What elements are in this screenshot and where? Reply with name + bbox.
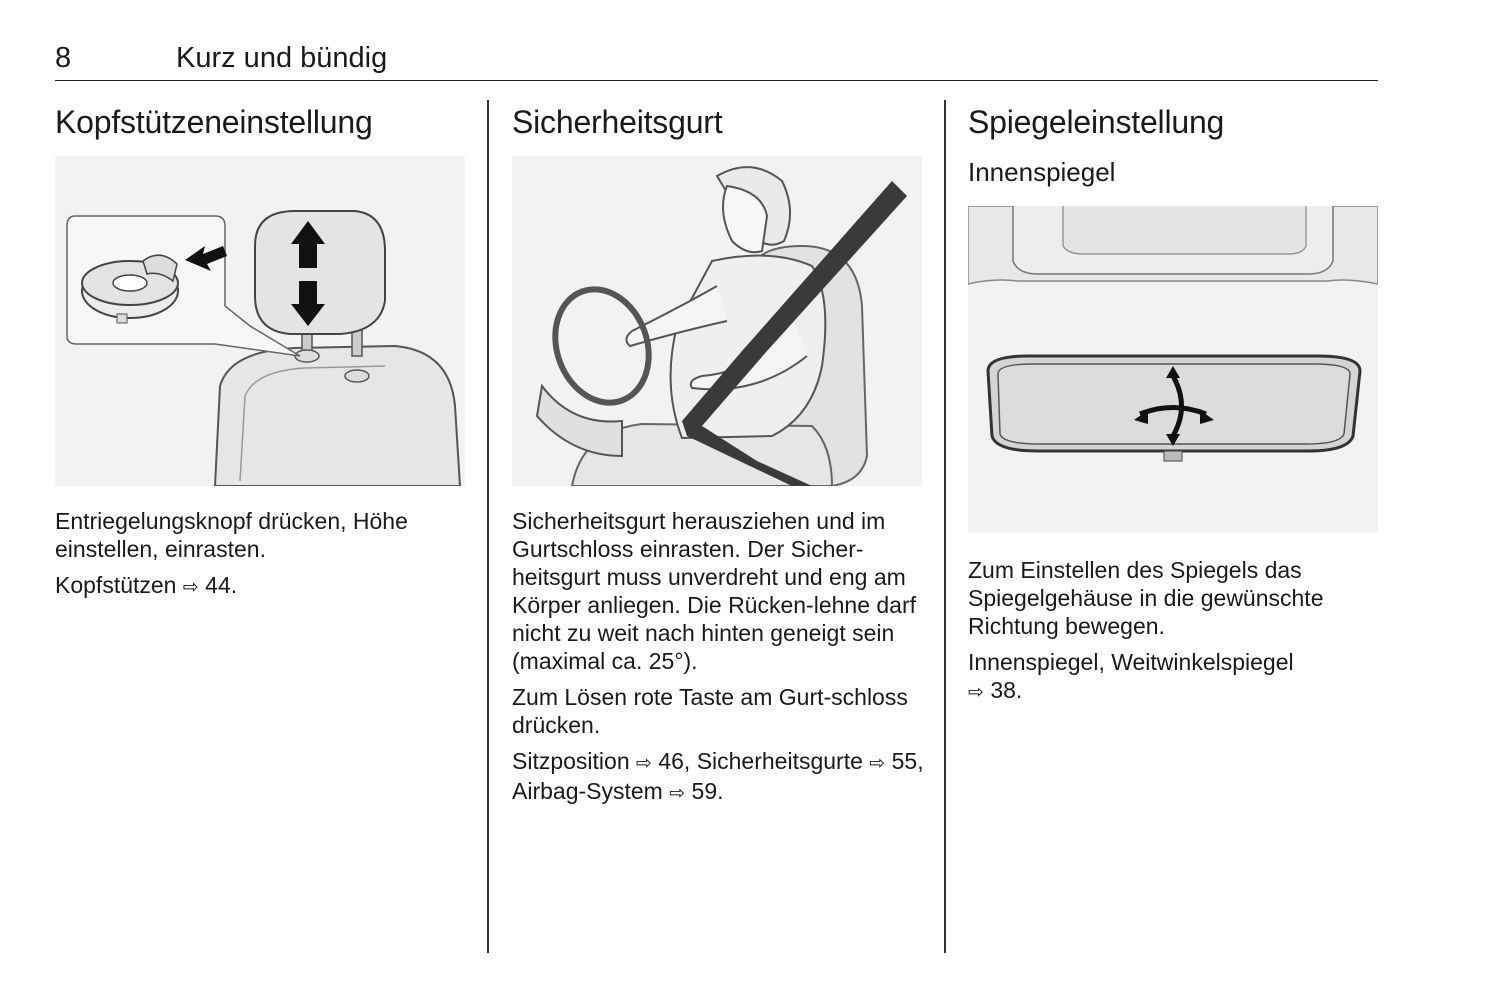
column-divider xyxy=(944,100,946,953)
page-ref-arrow-icon: ⇨ xyxy=(968,681,984,703)
column-divider xyxy=(487,100,489,953)
mirror-title: Spiegeleinstellung xyxy=(968,104,1225,140)
mirror-reference: Innenspiegel, Weitwinkelspiegel ⇨ 38. xyxy=(968,649,1294,703)
section-title: Kurz und bündig xyxy=(176,42,388,74)
seatbelt-illustration xyxy=(512,156,922,486)
mirror-subtitle: Innenspiegel xyxy=(968,157,1116,187)
headrest-illustration xyxy=(55,156,465,486)
page-ref-arrow-icon: ⇨ xyxy=(182,576,199,598)
headrest-text xyxy=(55,507,467,609)
page-ref-arrow-icon: ⇨ xyxy=(669,782,686,804)
headrest-section xyxy=(55,100,467,144)
seatbelt-text xyxy=(512,507,924,815)
seatbelt-references: Sitzposition ⇨ 46, Sicherheitsgurte ⇨ 55, Airbag-System ⇨ 59. xyxy=(512,748,924,804)
page-ref-arrow-icon: ⇨ xyxy=(636,752,652,774)
seatbelt-release: Zum Lösen rote Taste am Gurt-schloss drücken. xyxy=(512,684,908,738)
headrest-instructions: Entriegelungsknopf drücken, Höhe einstellen, einrasten. xyxy=(55,508,408,562)
mirror-section xyxy=(968,100,1380,188)
mirror-illustration xyxy=(968,206,1378,533)
seatbelt-section xyxy=(512,100,924,144)
seatbelt-title: Sicherheitsgurt xyxy=(512,104,723,140)
headrest-title: Kopfstützeneinstellung xyxy=(55,104,373,140)
mirror-text xyxy=(968,556,1380,714)
seatbelt-instructions: Sicherheitsgurt herausziehen und im Gurtschloss einrasten. Der Sicher-heitsgurt muss unverdreht und eng am Körper anliegen. Die Rücken-lehne darf nicht zu weit nach hinten geneigt sein (maximal ca. 25°). xyxy=(512,508,917,674)
mirror-instructions: Zum Einstellen des Spiegels das Spiegelgehäuse in die gewünschte Richtung bewegen. xyxy=(968,557,1324,639)
page-header xyxy=(55,42,1378,81)
page-ref-arrow-icon: ⇨ xyxy=(869,752,886,774)
page-number: 8 xyxy=(55,42,72,74)
headrest-reference: Kopfstützen ⇨ 44. xyxy=(55,572,238,598)
